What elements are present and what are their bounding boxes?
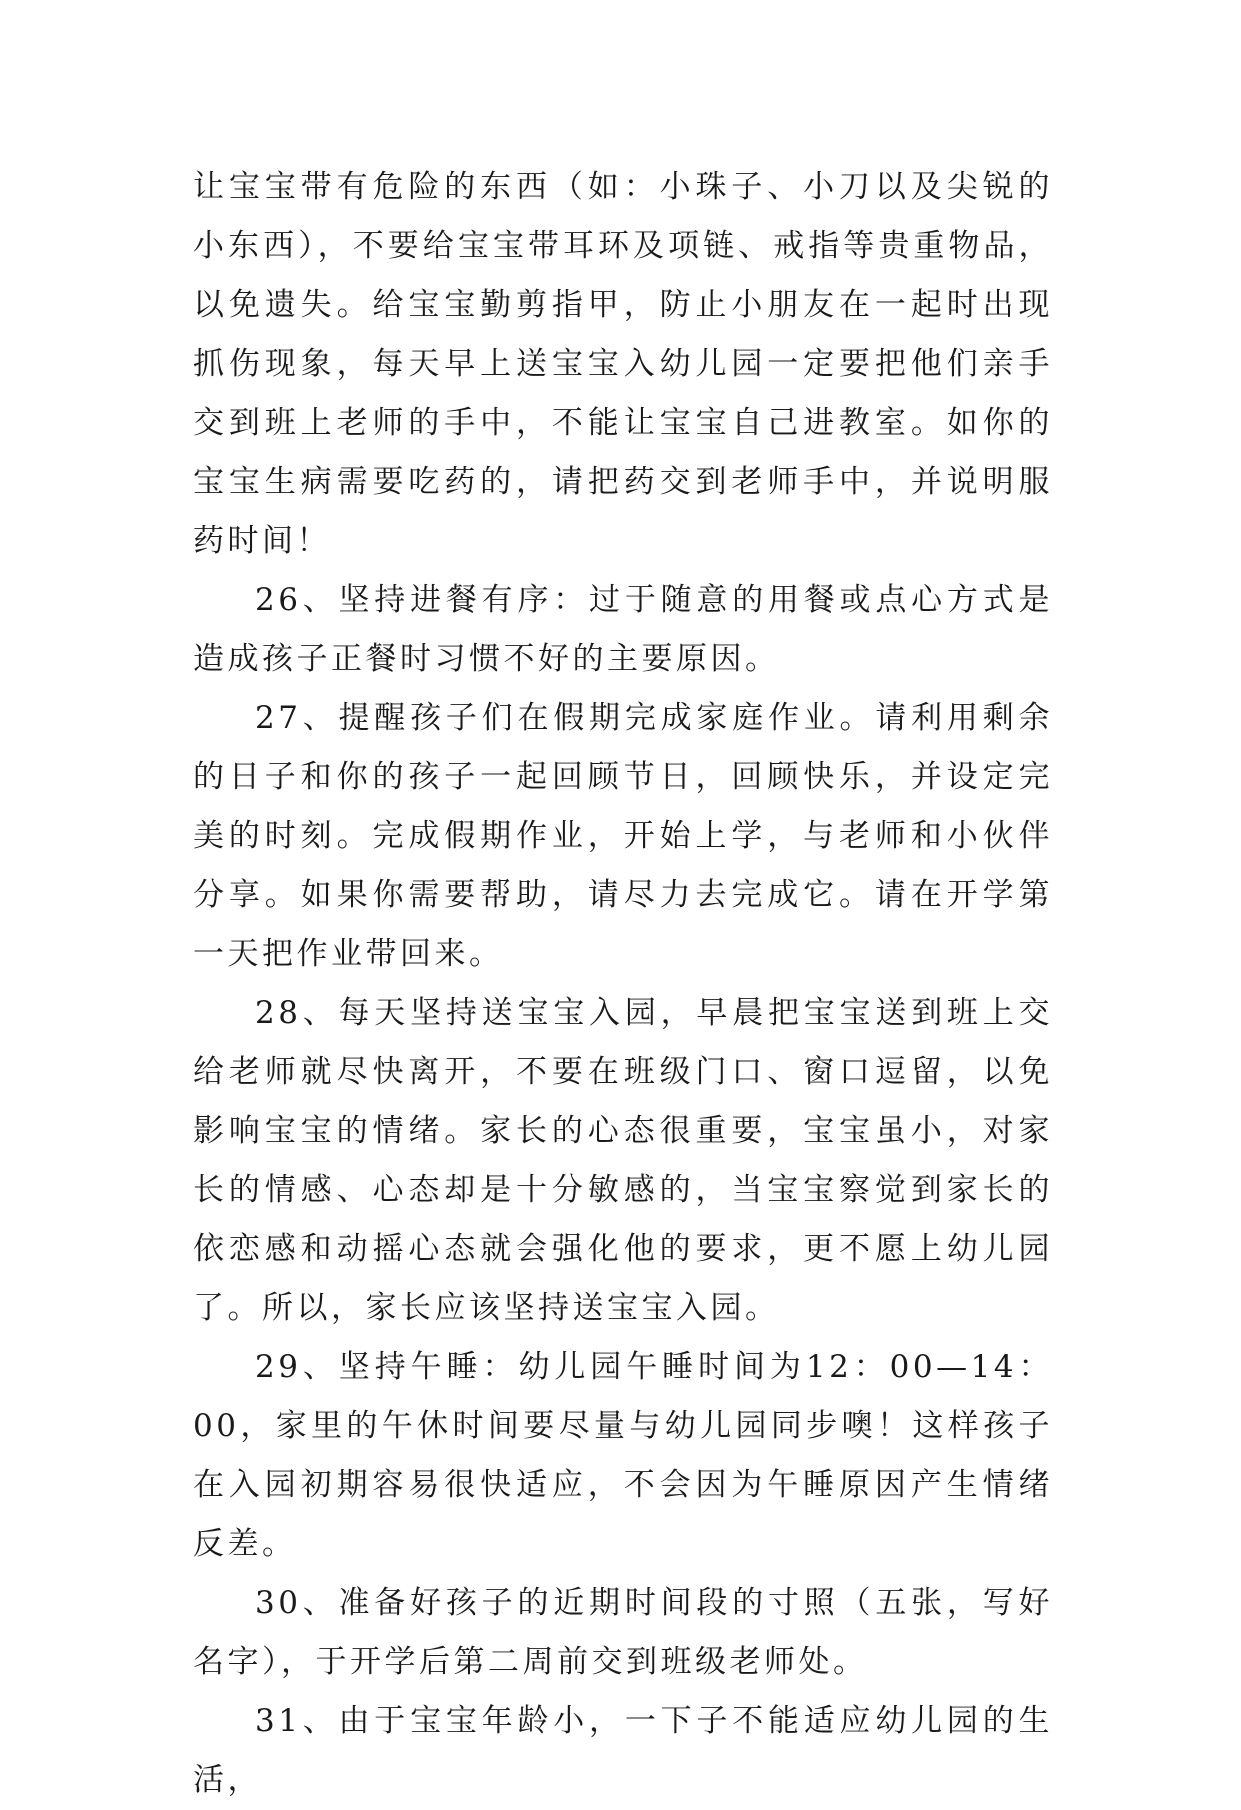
document-body — [193, 158, 1053, 1810]
paragraph: 让宝宝带有危险的东西（如：小珠子、小刀以及尖锐的小东西），不要给宝宝带耳环及项链、戒指等贵重物品，以免遗失。给宝宝勤剪指甲，防止小朋友在一起时出现抓伤现象，每天早上送宝宝入幼儿园一定要把他们亲手交到班上老师的手中，不能让宝宝自己进教室。如你的宝宝生病需要吃药的，请把药交到老师手中，并说明服药时间！ — [193, 169, 1053, 559]
paragraph: 26、坚持进餐有序：过于随意的用餐或点心方式是造成孩子正餐时习惯不好的主要原因。 — [193, 582, 1053, 677]
paragraph: 30、准备好孩子的近期时间段的寸照（五张，写好名字），于开学后第二周前交到班级老师处。 — [193, 1585, 1053, 1680]
paragraph: 29、坚持午睡：幼儿园午睡时间为12：00—14：00，家里的午休时间要尽量与幼儿园同步噢！这样孩子在入园初期容易很快适应，不会因为午睡原因产生情绪反差。 — [193, 1349, 1053, 1562]
paragraph: 27、提醒孩子们在假期完成家庭作业。请利用剩余的日子和你的孩子一起回顾节日，回顾快乐，并设定完美的时刻。完成假期作业，开始上学，与老师和小伙伴分享。如果你需要帮助，请尽力去完成它。请在开学第一天把作业带回来。 — [193, 700, 1053, 972]
paragraph: 31、由于宝宝年龄小，一下子不能适应幼儿园的生活， — [193, 1703, 1053, 1798]
paragraph: 28、每天坚持送宝宝入园，早晨把宝宝送到班上交给老师就尽快离开，不要在班级门口、窗口逗留，以免影响宝宝的情绪。家长的心态很重要，宝宝虽小，对家长的情感、心态却是十分敏感的，当宝宝察觉到家长的依恋感和动摇心态就会强化他的要求，更不愿上幼儿园了。所以，家长应该坚持送宝宝入园。 — [193, 995, 1053, 1326]
